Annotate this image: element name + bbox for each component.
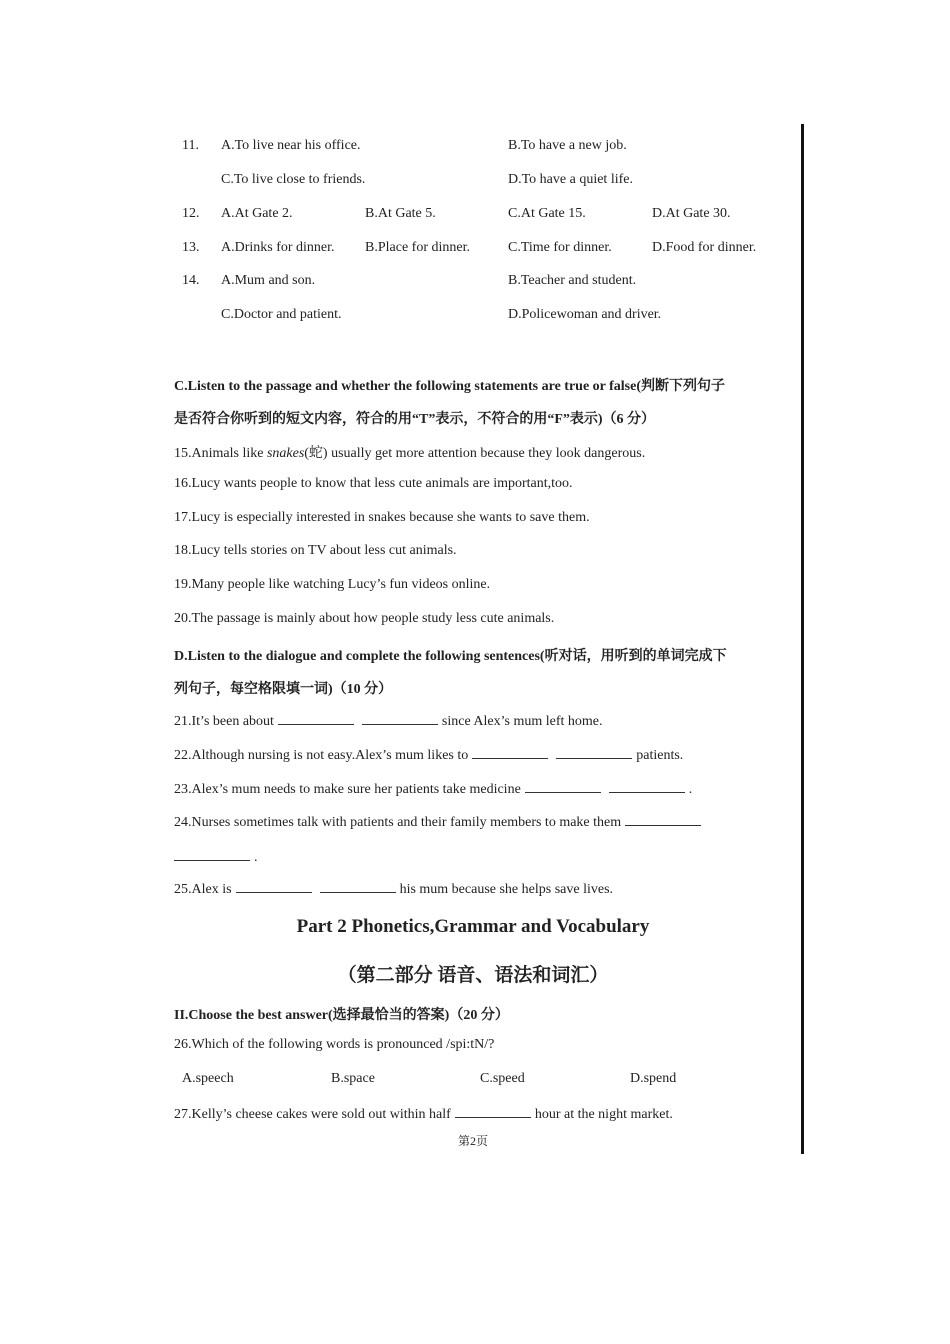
question-22: 22.Although nursing is not easy.Alex’s mum likes to patients. <box>174 748 684 763</box>
margin-rule <box>801 124 804 1154</box>
answer-blank[interactable] <box>236 880 312 893</box>
option-a: A.To live near his office. <box>221 138 361 153</box>
question-24: 24.Nurses sometimes talk with patients and their family members to make them <box>174 813 705 831</box>
option-d: D.spend <box>630 1071 677 1086</box>
option-c: C.speed <box>480 1071 525 1086</box>
option-b: B.space <box>331 1071 375 1086</box>
question-24-cont: . <box>174 848 258 866</box>
statement-15: 15.Animals like snakes(蛇) usually get more attention because they look dangerous. <box>174 446 646 461</box>
option-a: A.speech <box>182 1071 234 1086</box>
statement-20: 20.The passage is mainly about how people study less cute animals. <box>174 611 555 626</box>
question-23: 23.Alex’s mum needs to make sure her patients take medicine . <box>174 782 693 797</box>
answer-blank[interactable] <box>472 746 548 759</box>
statement-18: 18.Lucy tells stories on TV about less cut animals. <box>174 543 457 558</box>
section-d-heading: D.Listen to the dialogue and complete the following sentences(听对话，用听到的单词完成下 <box>174 649 727 664</box>
option-b: B.At Gate 5. <box>365 206 436 221</box>
answer-blank[interactable] <box>174 848 250 861</box>
option-a: A.At Gate 2. <box>221 206 293 221</box>
option-c: C.To live close to friends. <box>221 172 366 187</box>
section-c-heading-cont: 是否符合你听到的短文内容，符合的用“T”表示，不符合的用“F”表示)（6 分） <box>174 412 656 427</box>
option-c: C.Doctor and patient. <box>221 307 342 322</box>
option-a: A.Drinks for dinner. <box>221 240 335 255</box>
option-b: B.Teacher and student. <box>508 273 637 288</box>
question-number: 13. <box>182 240 200 255</box>
section-d-heading-cont: 列句子，每空格限填一词)（10 分） <box>174 682 393 697</box>
option-d: D.At Gate 30. <box>652 206 731 221</box>
option-c: C.At Gate 15. <box>508 206 586 221</box>
part2-title: Part 2 Phonetics,Grammar and Vocabulary <box>296 916 650 937</box>
question-27: 27.Kelly’s cheese cakes were sold out within half hour at the night market. <box>174 1107 673 1122</box>
section-c-heading: C.Listen to the passage and whether the following statements are true or false(判断下列句子 <box>174 379 726 394</box>
option-a: A.Mum and son. <box>221 273 316 288</box>
statement-16: 16.Lucy wants people to know that less cute animals are important,too. <box>174 476 573 491</box>
question-26: 26.Which of the following words is pronounced /spi:tN/? <box>174 1037 495 1052</box>
option-b: B.Place for dinner. <box>365 240 470 255</box>
part2-subtitle: （第二部分 语音、语法和词汇） <box>337 965 609 986</box>
question-21: 21.It’s been about since Alex’s mum left home. <box>174 714 603 729</box>
option-c: C.Time for dinner. <box>508 240 612 255</box>
question-25: 25.Alex is his mum because she helps save lives. <box>174 882 614 897</box>
option-d: D.Policewoman and driver. <box>508 307 662 322</box>
option-d: D.Food for dinner. <box>652 240 757 255</box>
question-number: 12. <box>182 206 200 221</box>
statement-17: 17.Lucy is especially interested in snakes because she wants to save them. <box>174 510 590 525</box>
option-b: B.To have a new job. <box>508 138 627 153</box>
answer-blank[interactable] <box>455 1105 531 1118</box>
answer-blank[interactable] <box>525 780 601 793</box>
answer-blank[interactable] <box>609 780 685 793</box>
question-number: 14. <box>182 273 200 288</box>
question-number: 11. <box>182 138 199 153</box>
option-d: D.To have a quiet life. <box>508 172 633 187</box>
answer-blank[interactable] <box>278 712 354 725</box>
answer-blank[interactable] <box>556 746 632 759</box>
page-number: 第2页 <box>457 1134 488 1148</box>
statement-19: 19.Many people like watching Lucy’s fun videos online. <box>174 577 491 592</box>
answer-blank[interactable] <box>320 880 396 893</box>
answer-blank[interactable] <box>625 813 701 826</box>
section-ii-heading: II.Choose the best answer(选择最恰当的答案)（20 分） <box>174 1008 509 1023</box>
answer-blank[interactable] <box>362 712 438 725</box>
